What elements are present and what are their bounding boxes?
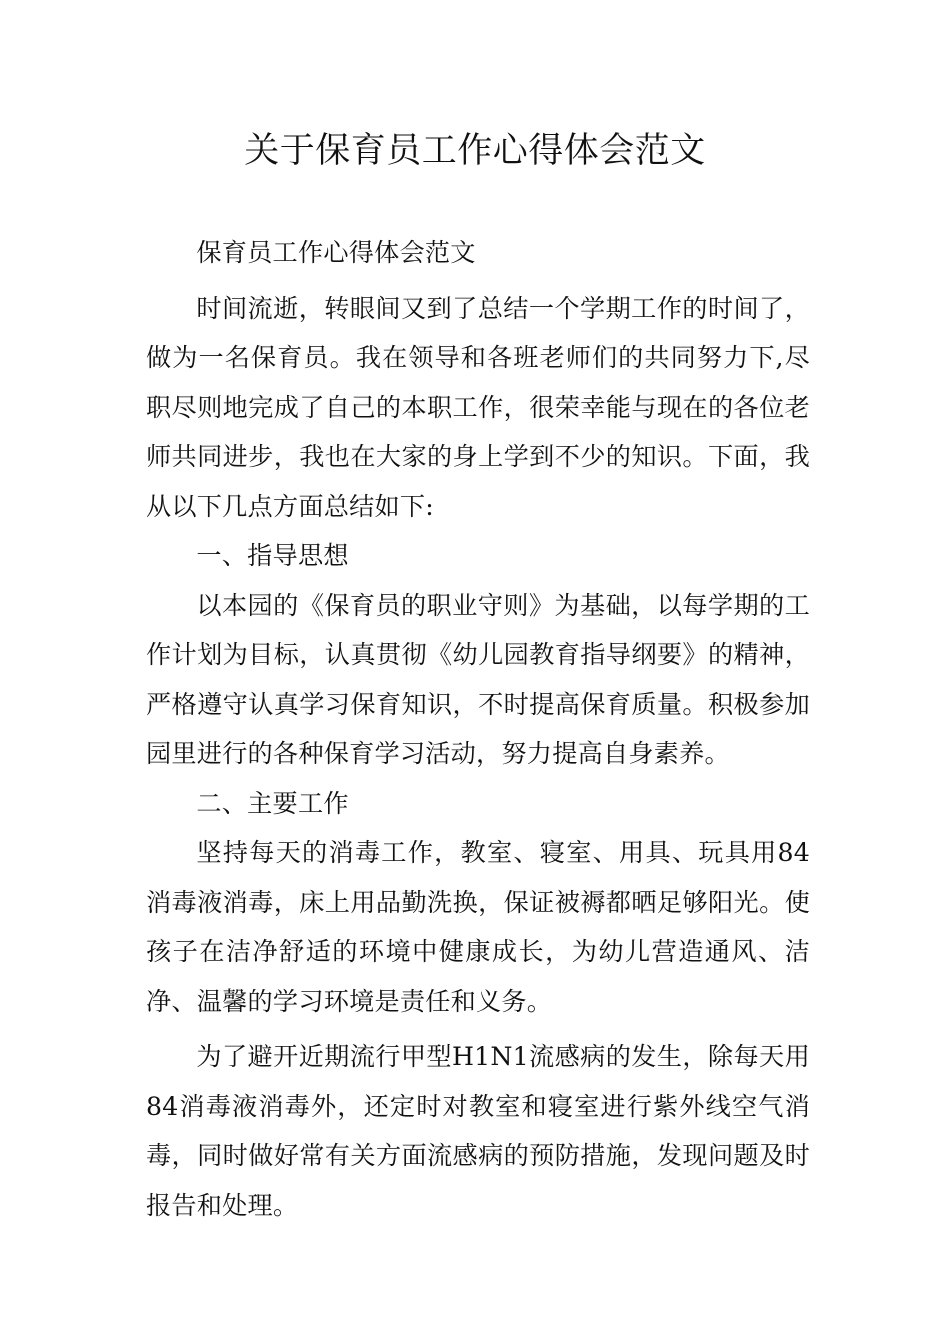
paragraph-disinfection: 坚持每天的消毒工作，教室、寝室、用具、玩具用84消毒液消毒，床上用品勤洗换，保证被褥都晒足够阳光。使孩子在洁净舒适的环境中健康成长，为幼儿营造通风、洁净、温馨的学习环境是责任和义务。 (146, 838, 810, 1016)
paragraph-intro: 时间流逝，转眼间又到了总结一个学期工作的时间了，做为一名保育员。我在领导和各班老师们的共同努力下,尽职尽则地完成了自己的本职工作，很荣幸能与现在的各位老师共同进步，我也在大家的身上学到不少的知识。下面，我从以下几点方面总结如下: (146, 293, 810, 521)
paragraph-subtitle: 保育员工作心得体会范文 (196, 238, 476, 267)
document-title: 关于保育员工作心得体会范文 (244, 131, 706, 171)
section-heading-main-work: 二、主要工作 (196, 788, 349, 818)
document-body (146, 228, 810, 1230)
paragraph-flu-prevention: 为了避开近期流行甲型H1N1流感病的发生，除每天用84消毒液消毒外，还定时对教室和寝室进行紫外线空气消毒，同时做好常有关方面流感病的预防措施，发现问题及时报告和处理。 (146, 1042, 810, 1220)
section-heading-guiding-ideology: 一、指导思想 (196, 541, 349, 570)
paragraph-guiding-ideology: 以本园的《保育员的职业守则》为基础，以每学期的工作计划为目标，认真贯彻《幼儿园教育指导纲要》的精神，严格遵守认真学习保育知识，不时提高保育质量。积极参加园里进行的各种保育学习活动，努力提高自身素养。 (146, 590, 810, 768)
